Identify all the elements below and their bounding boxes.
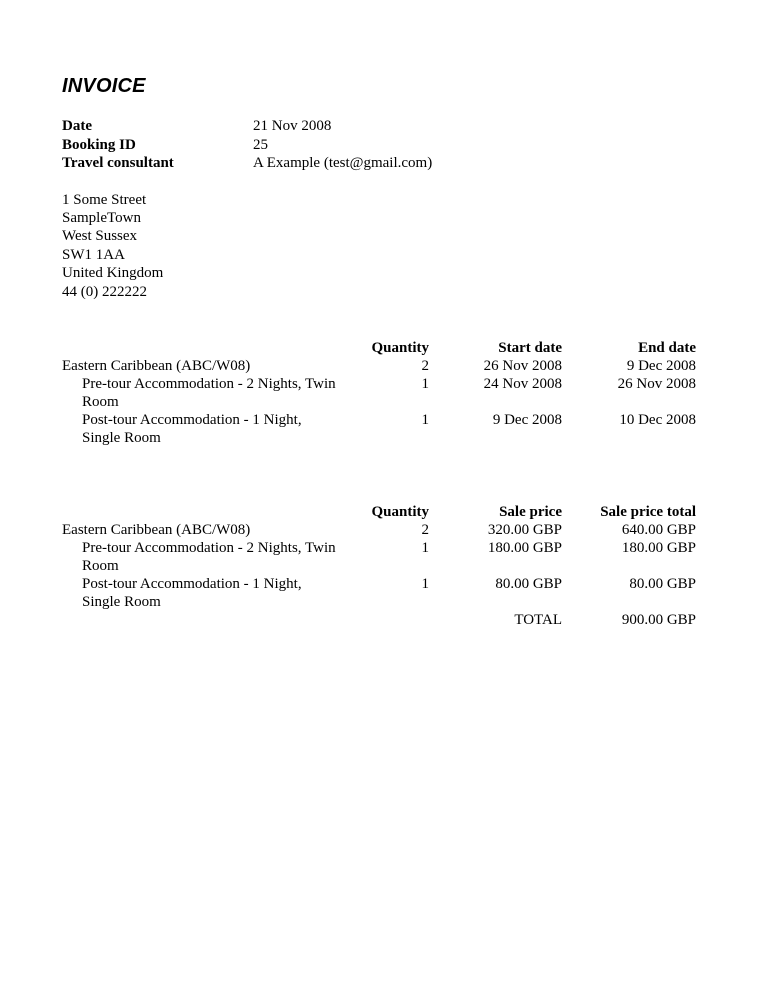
- quantity-header: Quantity: [371, 503, 429, 520]
- item-name-line: Room: [82, 393, 119, 410]
- invoice-meta-table: [62, 117, 432, 173]
- tour-row: [62, 521, 696, 539]
- item-row: [62, 575, 696, 611]
- invoice-page: [62, 74, 702, 629]
- dates-header-row: [62, 339, 696, 357]
- meta-label: Date: [62, 118, 92, 134]
- total-value: 900.00 GBP: [621, 611, 696, 628]
- item-quantity: 1: [421, 375, 429, 392]
- item-name-line: Single Room: [82, 429, 161, 446]
- dates-table: [62, 339, 696, 447]
- address-line: 1 Some Street: [62, 191, 147, 208]
- empty-header: [62, 503, 362, 521]
- meta-row-date: [62, 117, 432, 136]
- meta-value: 25: [253, 136, 268, 153]
- item-row: [62, 539, 696, 575]
- empty-cell: [362, 611, 429, 629]
- meta-row-travel-consultant: [62, 154, 432, 173]
- item-name-line: Single Room: [82, 593, 161, 610]
- total-row: [62, 611, 696, 629]
- item-name-line: Post-tour Accommodation - 1 Night,: [82, 411, 302, 428]
- total-label: TOTAL: [514, 611, 562, 628]
- quantity-header: Quantity: [371, 339, 429, 356]
- sale-price-header: Sale price: [499, 503, 562, 520]
- tour-row: [62, 357, 696, 375]
- tour-quantity: 2: [421, 357, 429, 374]
- tour-quantity: 2: [421, 521, 429, 538]
- item-name-line: Room: [82, 557, 119, 574]
- sale-price-total-header: Sale price total: [600, 503, 696, 520]
- address-line: United Kingdom: [62, 265, 164, 282]
- item-quantity: 1: [421, 411, 429, 428]
- address-line: West Sussex: [62, 228, 138, 245]
- address-line: SW1 1AA: [62, 246, 125, 263]
- item-row: [62, 375, 696, 411]
- prices-header-row: [62, 503, 696, 521]
- phone-number: 44 (0) 222222: [62, 283, 147, 300]
- empty-header: [62, 339, 362, 357]
- item-end-date: 10 Dec 2008: [619, 411, 696, 428]
- item-sale-price: 80.00 GBP: [495, 575, 562, 592]
- meta-row-booking-id: [62, 136, 432, 155]
- tour-name: Eastern Caribbean (ABC/W08): [62, 521, 251, 538]
- item-name-line: Pre-tour Accommodation - 2 Nights, Twin: [82, 375, 336, 392]
- item-name: [62, 539, 362, 575]
- customer-address: [62, 191, 702, 301]
- item-quantity: 1: [421, 575, 429, 592]
- item-name-line: Pre-tour Accommodation - 2 Nights, Twin: [82, 539, 336, 556]
- item-start-date: 24 Nov 2008: [483, 375, 562, 392]
- item-sale-price-total: 80.00 GBP: [629, 575, 696, 592]
- item-name: [62, 575, 362, 611]
- item-sale-price: 180.00 GBP: [487, 539, 562, 556]
- meta-value: 21 Nov 2008: [253, 118, 332, 134]
- item-row: [62, 411, 696, 447]
- item-sale-price-total: 180.00 GBP: [621, 539, 696, 556]
- meta-value: A Example (test@gmail.com): [253, 155, 433, 171]
- item-end-date: 26 Nov 2008: [617, 375, 696, 392]
- end-date-header: End date: [638, 339, 696, 356]
- meta-label: Travel consultant: [62, 155, 174, 171]
- address-line: SampleTown: [62, 209, 141, 226]
- tour-sale-price-total: 640.00 GBP: [621, 521, 696, 538]
- start-date-header: Start date: [498, 339, 562, 356]
- item-name: [62, 375, 362, 411]
- meta-label: Booking ID: [62, 136, 136, 153]
- tour-name: Eastern Caribbean (ABC/W08): [62, 357, 251, 374]
- tour-start-date: 26 Nov 2008: [483, 357, 562, 374]
- item-start-date: 9 Dec 2008: [492, 411, 562, 428]
- empty-cell: [62, 611, 362, 629]
- tour-end-date: 9 Dec 2008: [626, 357, 696, 374]
- invoice-title: INVOICE: [62, 75, 146, 97]
- item-quantity: 1: [421, 539, 429, 556]
- item-name: [62, 411, 362, 447]
- prices-table: [62, 503, 696, 629]
- tour-sale-price: 320.00 GBP: [487, 521, 562, 538]
- item-name-line: Post-tour Accommodation - 1 Night,: [82, 575, 302, 592]
